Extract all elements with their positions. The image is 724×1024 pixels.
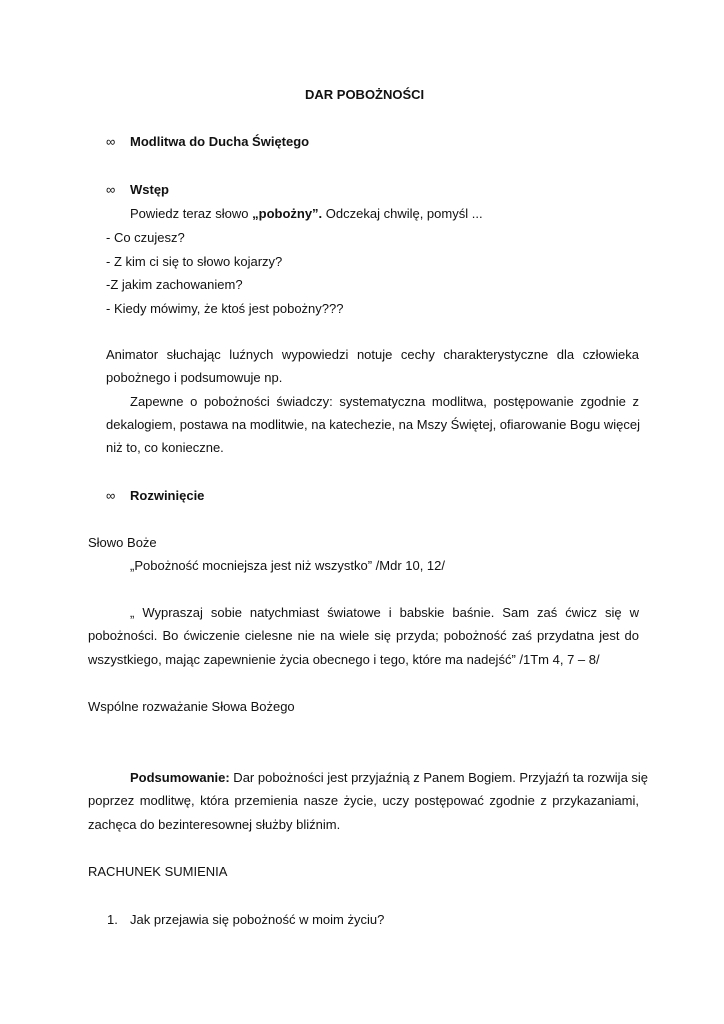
intro-lead-rest: Odczekaj chwilę, pomyśl ... (322, 206, 483, 221)
quote-wisdom: „Pobożność mocniejsza jest niż wszystko” /Mdr 10, 12/ (130, 558, 446, 573)
question-1: - Co czujesz? (106, 230, 185, 245)
piety-line-3: niż to, co konieczne. (106, 440, 224, 455)
summary-line-1 (130, 769, 649, 787)
infinity-bullet-icon: ∞ (106, 182, 116, 197)
infinity-bullet-icon: ∞ (106, 488, 116, 503)
intro-lead (130, 205, 483, 223)
quote-timothy-line-3: wszystkiego, mając zapewnienie życia obecnego i tego, które ma nadejść” /1Tm 4, 7 – 8/ (88, 652, 600, 667)
section-heading-development: Rozwinięcie (130, 488, 205, 503)
intro-lead-bold: „pobożny”. (252, 206, 323, 221)
question-2: - Z kim ci się to słowo kojarzy? (106, 254, 283, 269)
word-of-god-label: Słowo Boże (88, 535, 157, 550)
animator-line-1: Animator słuchając luźnych wypowiedzi notuje cechy charakterystyczne dla człowieka (106, 347, 639, 362)
section-heading-prayer: Modlitwa do Ducha Świętego (130, 134, 310, 149)
summary-line-3: zachęca do bezinteresownej służby bliźnim. (88, 817, 341, 832)
examination-item-number: 1. (107, 912, 118, 927)
summary-line-2: poprzez modlitwę, która przemienia nasze życie, uczy postępować zgodnie z przykazaniami, (88, 793, 639, 808)
examination-heading: RACHUNEK SUMIENIA (88, 864, 228, 879)
piety-line-1: Zapewne o pobożności świadczy: systematyczna modlitwa, postępowanie zgodnie z (130, 394, 639, 409)
summary-text: Dar pobożności jest przyjaźnią z Panem Bogiem. Przyjaźń ta rozwija się (229, 770, 649, 785)
quote-timothy-line-1: „ Wypraszaj sobie natychmiast światowe i babskie baśnie. Sam zaś ćwicz się w (130, 605, 639, 620)
section-heading-intro: Wstęp (130, 182, 169, 197)
infinity-bullet-icon: ∞ (106, 134, 116, 149)
question-3: -Z jakim zachowaniem? (106, 277, 243, 292)
intro-lead-text: Powiedz teraz słowo (130, 206, 253, 221)
animator-line-2: pobożnego i podsumowuje np. (106, 370, 283, 385)
examination-item-text: Jak przejawia się pobożność w moim życiu? (130, 912, 385, 927)
piety-line-2: dekalogiem, postawa na modlitwie, na katechezie, na Mszy Świętej, ofiarowanie Bogu więcej (106, 417, 641, 432)
question-4: - Kiedy mówimy, że ktoś jest pobożny??? (106, 301, 344, 316)
quote-timothy-line-2: pobożności. Bo ćwiczenie cielesne nie na wiele się przyda; pobożność zaś przydatna jest do (88, 628, 639, 643)
summary-label: Podsumowanie: (130, 770, 230, 785)
reflection-label: Wspólne rozważanie Słowa Bożego (88, 699, 295, 714)
page-title: DAR POBOŻNOŚCI (305, 87, 425, 102)
